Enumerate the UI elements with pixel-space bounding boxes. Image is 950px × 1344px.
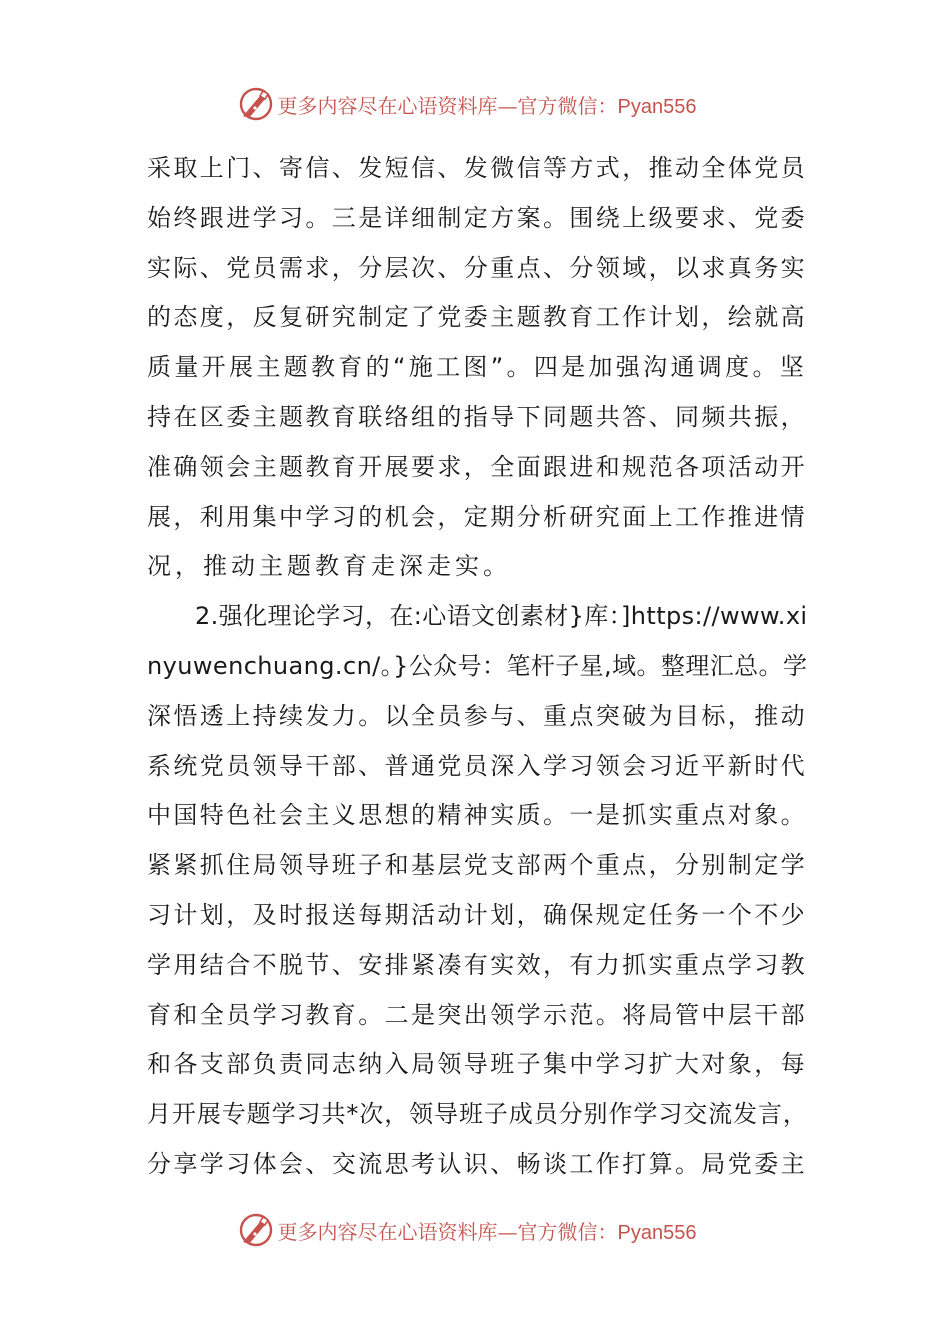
text-line: 紧紧抓住局领导班子和基层党支部两个重点，分别制定学 bbox=[147, 851, 807, 880]
text-line: 始终跟进学习。三是详细制定方案。围绕上级要求、党委 bbox=[147, 203, 807, 232]
text-line: 的态度，反复研究制定了党委主题教育工作计划，绘就高 bbox=[147, 303, 807, 332]
text-line: 采取上门、寄信、发短信、发微信等方式，推动全体党员 bbox=[147, 154, 807, 182]
text-line: 系统党员领导干部、普通党员深入学习领会习近平新时代 bbox=[147, 751, 807, 780]
document-body bbox=[147, 144, 807, 1190]
text-line: 和各支部负责同志纳入局领导班子集中学习扩大对象，每 bbox=[147, 1050, 807, 1079]
wechat-handle: Pyan556 bbox=[617, 1221, 697, 1244]
text-line: 学用结合不脱节、安排紧凑有实效，有力抓实重点学习教 bbox=[147, 950, 807, 979]
text-line: 实际、党员需求，分层次、分重点、分领域，以求真务实 bbox=[147, 253, 807, 282]
text-line: 准确领会主题教育开展要求，全面跟进和规范各项活动开 bbox=[147, 452, 807, 481]
text-line: 展，利用集中学习的机会，定期分析研究面上工作推进情 bbox=[147, 502, 807, 531]
wechat-handle: Pyan556 bbox=[617, 95, 697, 118]
banner-text: 更多内容尽在心语资料库—官方微信：Pyan556 bbox=[277, 93, 697, 118]
text-line: 分享学习体会、交流思考认识、畅谈工作打算。局党委主 bbox=[147, 1149, 807, 1178]
header-banner bbox=[0, 82, 950, 126]
text-line: 中国特色社会主义思想的精神实质。一是抓实重点对象。 bbox=[147, 801, 807, 830]
text-line: 深悟透上持续发力。以全员参与、重点突破为目标，推动 bbox=[147, 701, 807, 730]
text-line: 况，推动主题教育走深走实。 bbox=[147, 552, 511, 581]
pen-nib-circle-icon bbox=[238, 86, 274, 122]
text-line: 质量开展主题教育的“施工图”。四是加强沟通调度。坚 bbox=[147, 353, 808, 382]
banner-text: 更多内容尽在心语资料库—官方微信：Pyan556 bbox=[277, 1219, 697, 1244]
pen-nib-circle-icon bbox=[238, 1212, 274, 1248]
text-line: nyuwenchuang.cn/。}公众号：笔杆子星,域。整理汇总。学 bbox=[147, 651, 808, 680]
text-line: 持在区委主题教育联络组的指导下同题共答、同频共振， bbox=[147, 402, 807, 431]
text-line: 育和全员学习教育。二是突出领学示范。将局管中层干部 bbox=[147, 1000, 807, 1029]
text-line: 习计划，及时报送每期活动计划，确保规定任务一个不少 bbox=[147, 900, 807, 929]
text-line: 2.强化理论学习，在:心语文创素材}库：]https://www.xi bbox=[195, 602, 808, 631]
footer-banner bbox=[0, 1208, 950, 1252]
text-line: 月开展专题学习共*次，领导班子成员分别作学习交流发言， bbox=[147, 1100, 808, 1129]
